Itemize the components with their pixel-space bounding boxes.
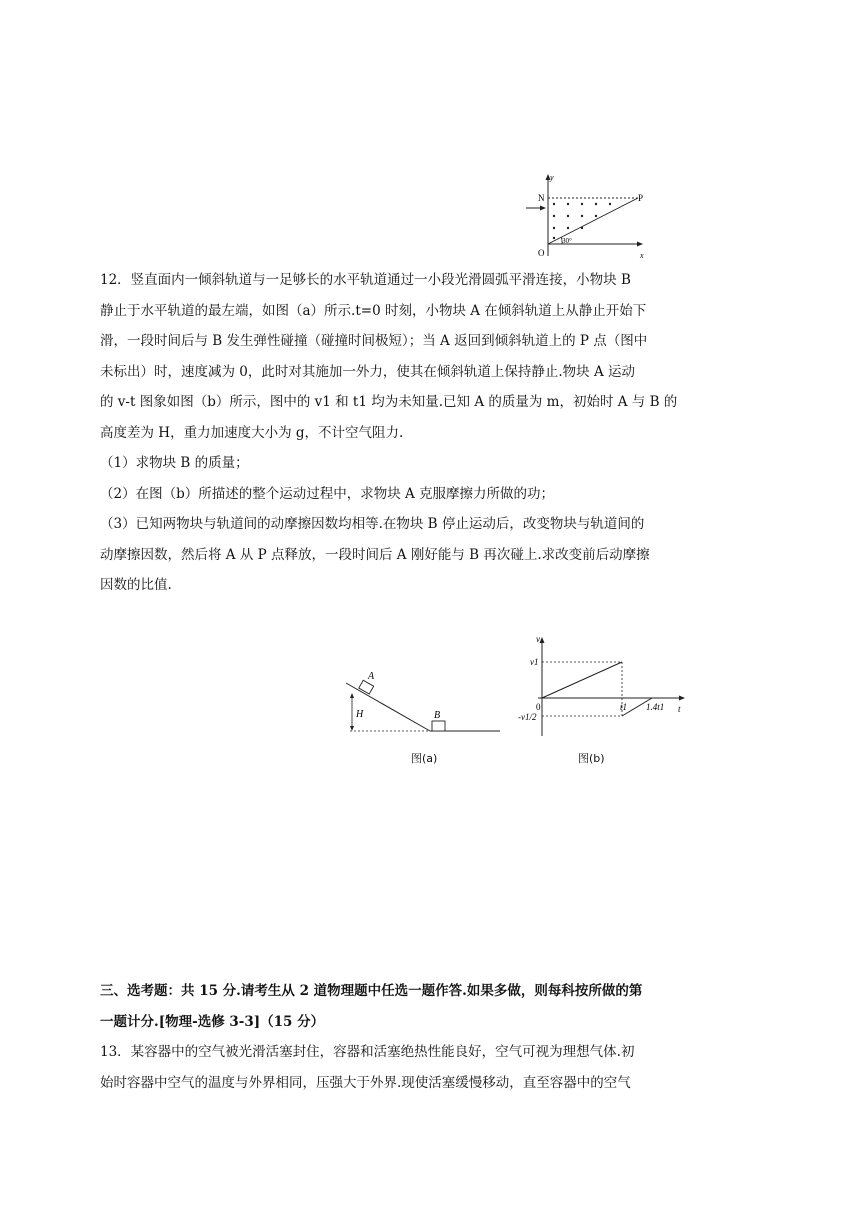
fig-b-neg-v1-half: -v1/2 [518,712,537,722]
q12-sub: （1）求物块 B 的质量； [100,455,249,471]
q13-line: 13．某容器中的空气被光滑活塞封住，容器和活塞绝热性能良好，空气可视为理想气体.初 [100,1044,635,1060]
q12-line: 的 v-t 图象如图（b）所示，图中的 v1 和 t1 均为未知量.已知 A 的质量为 m，初始时 A 与 B 的 [100,394,678,410]
q12-line: 高度差为 H，重力加速度大小为 g，不计空气阻力. [100,424,404,441]
figure-a [340,665,510,745]
q12-line: 未标出）时，速度减为 0，此时对其施加一外力，使其在倾斜轨道上保持静止.物块 A 运动 [100,363,636,380]
figure-b-caption: 图(b) [578,752,605,765]
fig-b-axis-t: t [678,704,681,714]
top-axis-x: x [640,251,644,260]
figure-a-caption: 图(a) [411,752,438,765]
fig-a-label-h: H [356,709,364,720]
question-12 [100,265,760,601]
q12-sub: 动摩擦因数，然后将 A 从 P 点释放，一段时间后 A 刚好能与 B 再次碰上.求改变前后动摩擦 [100,546,650,563]
q12-sub: （2）在图（b）所描述的整个运动过程中，求物块 A 克服摩擦力所做的功； [100,485,555,502]
top-label-n: N [538,193,545,203]
fig-b-t1: t1 [620,702,628,712]
fig-b-t14: 1.4t1 [646,702,665,712]
q12-line: 静止于水平轨道的最左端，如图（a）所示.t=0 时刻，小物块 A 在倾斜轨道上从静止开始下 [100,302,647,319]
top-figure [520,168,660,268]
q12-line: 12．竖直面内一倾斜轨道与一足够长的水平轨道通过一小段光滑圆弧平滑连接，小物块 B [100,272,631,288]
section-3-line: 一题计分.[物理-选修 3-3]（15 分） [100,1013,325,1030]
q12-sub: 因数的比值. [100,577,172,593]
top-figure-svg [520,168,660,268]
q12-line: 滑，一段时间后与 B 发生弹性碰撞（碰撞时间极短）；当 A 返回到倾斜轨道上的 P 点（图中 [100,333,648,349]
fig-b-v1: v1 [530,657,539,667]
q13-line: 始时容器中空气的温度与外界相同，压强大于外界.现使活塞缓慢移动，直至容器中的空气 [100,1074,631,1091]
figure-a-svg [340,665,510,745]
top-axis-y: y [550,173,554,182]
figure-b [510,632,695,747]
top-label-o: O [538,248,545,258]
question-13 [100,1037,760,1098]
figure-b-svg [510,632,695,747]
top-label-angle: 30° [562,237,572,245]
section-3-header [100,976,760,1037]
fig-a-label-a: A [368,671,375,682]
q12-sub: （3）已知两物块与轨道间的动摩擦因数均相等.在物块 B 停止运动后，改变物块与轨道间的 [100,516,645,532]
section-3-line: 三、选考题：共 15 分.请考生从 2 道物理题中任选一题作答.如果多做，则每科按所做的第 [100,983,643,999]
fig-b-axis-v: v [536,634,540,644]
top-label-p: P [638,193,644,203]
fig-a-label-b: B [434,710,441,721]
fig-b-origin: 0 [536,702,541,712]
